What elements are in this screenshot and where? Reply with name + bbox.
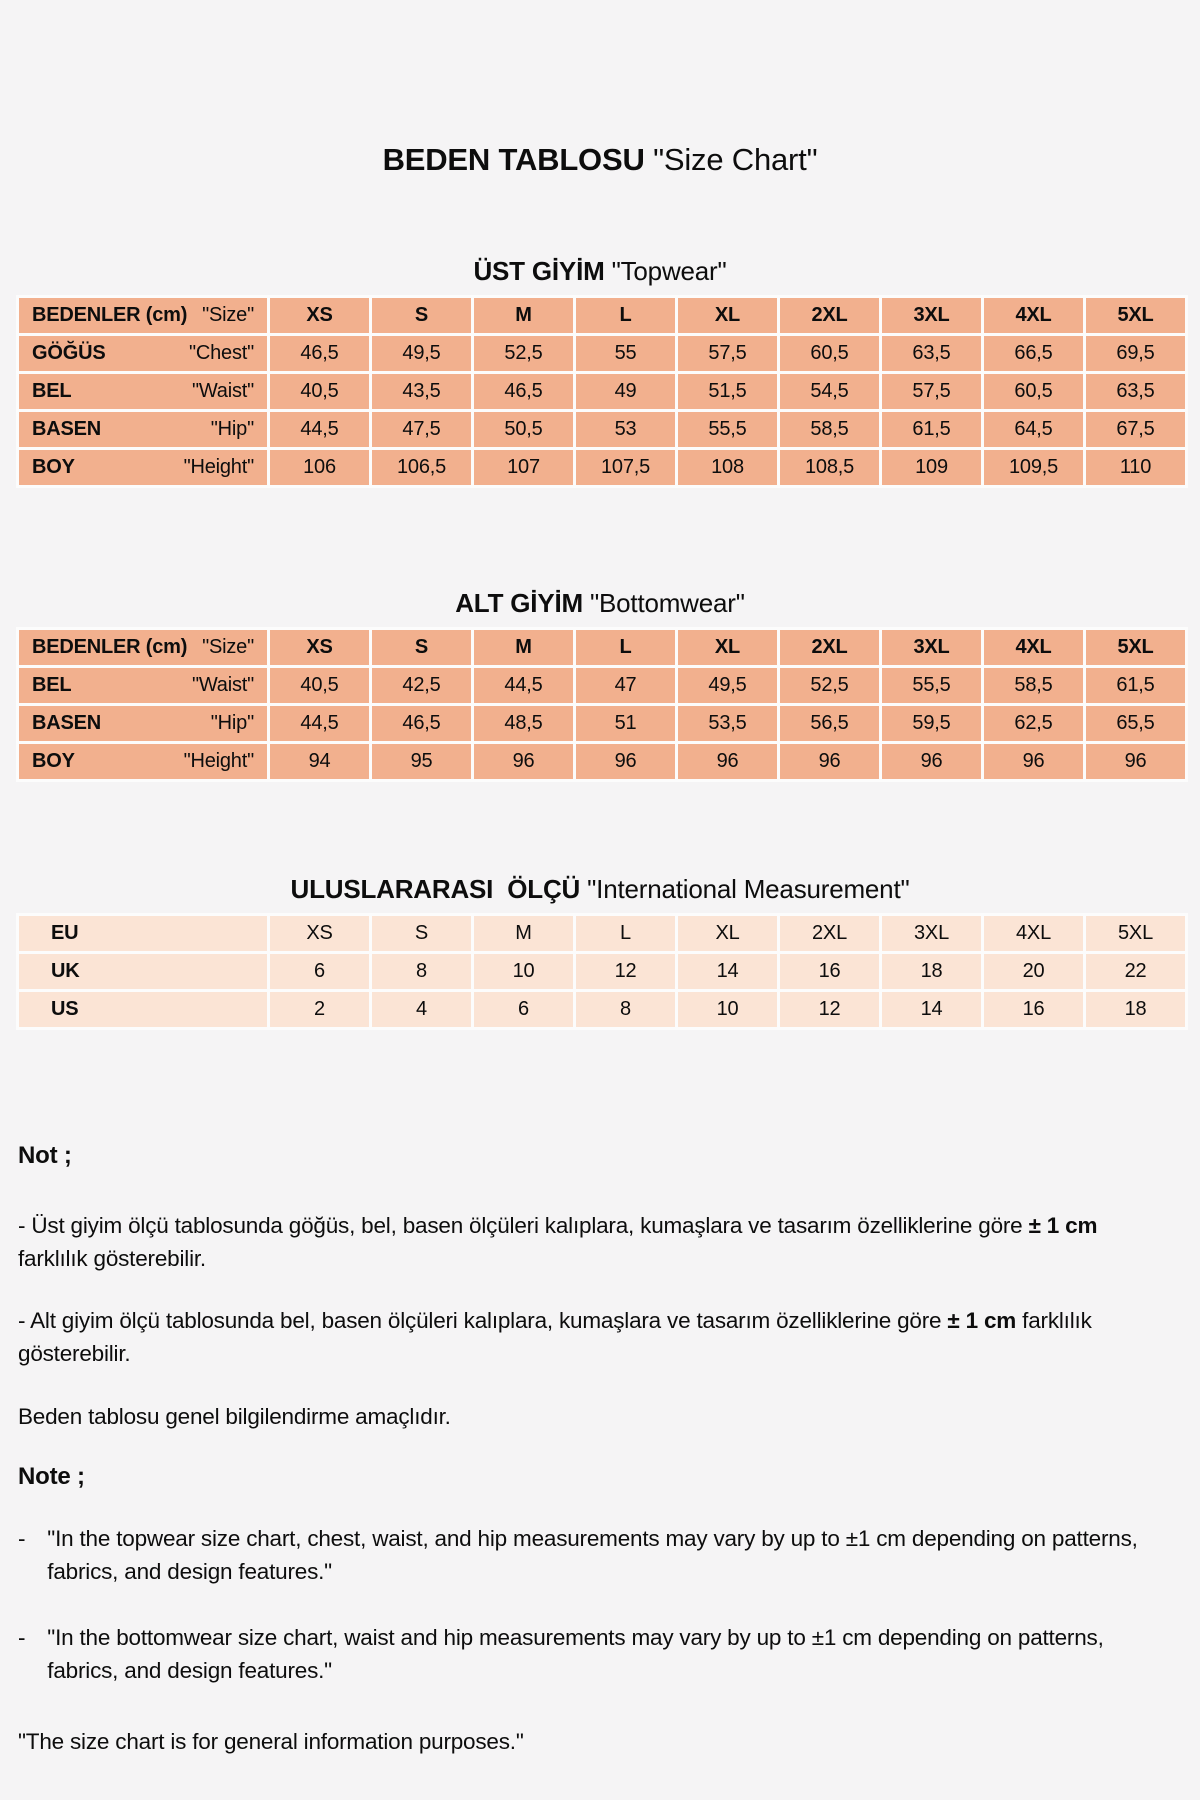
measurement-value-cell: 52,5 [473, 335, 575, 373]
international-value-cell: 10 [677, 991, 779, 1029]
measurement-value-cell: 49,5 [371, 335, 473, 373]
label-english: "Hip" [210, 418, 254, 440]
measurement-value-cell: 58,5 [779, 411, 881, 449]
international-value-cell: XS [269, 915, 371, 953]
size-header-cell: M [473, 297, 575, 335]
international-value-cell: 16 [983, 991, 1085, 1029]
label-english: "Hip" [210, 712, 254, 734]
international-value-cell: L [575, 915, 677, 953]
size-header-cell: 5XL [1085, 629, 1187, 667]
international-value-cell: 16 [779, 953, 881, 991]
measurement-row [18, 411, 1187, 449]
english-note-topwear-text: "In the topwear size chart, chest, waist, and hip measurements may vary by up to ±1 cm depending on patterns, fabrics, and design features." [47, 1526, 1138, 1584]
measurement-value-cell: 63,5 [1085, 373, 1187, 411]
label-english: "Size" [202, 636, 254, 658]
measurement-value-cell: 60,5 [779, 335, 881, 373]
size-header-cell: XS [269, 629, 371, 667]
international-value-cell: 4 [371, 991, 473, 1029]
international-value-cell: 4XL [983, 915, 1085, 953]
international-section-heading [0, 874, 1200, 905]
measurement-value-cell: 46,5 [371, 705, 473, 743]
international-value-cell: 8 [575, 991, 677, 1029]
measurement-value-cell: 44,5 [269, 705, 371, 743]
measurement-value-cell: 50,5 [473, 411, 575, 449]
measurement-value-cell: 47 [575, 667, 677, 705]
measurement-label-cell [18, 629, 269, 667]
english-note-topwear [18, 1523, 1170, 1588]
measurement-label-cell [18, 335, 269, 373]
region-label-cell: UK [18, 953, 269, 991]
international-value-cell: XL [677, 915, 779, 953]
international-value-cell: S [371, 915, 473, 953]
label-turkish: BOY [32, 456, 75, 478]
measurement-value-cell: 96 [575, 743, 677, 781]
measurement-value-cell: 52,5 [779, 667, 881, 705]
international-value-cell: 3XL [881, 915, 983, 953]
topwear-heading-turkish: ÜST GİYİM [473, 256, 605, 286]
measurement-value-cell: 63,5 [881, 335, 983, 373]
turkish-general-note: Beden tablosu genel bilgilendirme amaçlıdır. [18, 1403, 451, 1429]
topwear-table [16, 295, 1188, 488]
measurement-value-cell: 53,5 [677, 705, 779, 743]
measurement-value-cell: 107,5 [575, 449, 677, 487]
international-value-cell: 12 [779, 991, 881, 1029]
measurement-value-cell: 67,5 [1085, 411, 1187, 449]
english-note-bottomwear-text: "In the bottomwear size chart, waist and hip measurements may vary by up to ±1 cm depending on patterns, fabrics, and design features." [47, 1625, 1104, 1683]
measurement-value-cell: 49 [575, 373, 677, 411]
label-turkish: BOY [32, 750, 75, 772]
size-header-cell: XL [677, 629, 779, 667]
size-header-cell: L [575, 629, 677, 667]
english-general-note: "The size chart is for general information purposes." [18, 1728, 524, 1754]
measurement-value-cell: 107 [473, 449, 575, 487]
measurement-value-cell: 43,5 [371, 373, 473, 411]
size-header-cell: S [371, 629, 473, 667]
turkish-note-heading: Not ; [18, 1142, 72, 1169]
measurement-value-cell: 40,5 [269, 373, 371, 411]
size-header-cell: 3XL [881, 629, 983, 667]
measurement-value-cell: 40,5 [269, 667, 371, 705]
measurement-label-cell [18, 667, 269, 705]
international-value-cell: 2 [269, 991, 371, 1029]
label-turkish: BEDENLER (cm) [32, 636, 188, 658]
size-header-cell: 4XL [983, 629, 1085, 667]
size-header-row [18, 629, 1187, 667]
measurement-value-cell: 95 [371, 743, 473, 781]
measurement-value-cell: 62,5 [983, 705, 1085, 743]
measurement-value-cell: 69,5 [1085, 335, 1187, 373]
measurement-label-cell [18, 743, 269, 781]
size-header-cell: 3XL [881, 297, 983, 335]
label-turkish: BASEN [32, 418, 102, 440]
international-value-cell: 2XL [779, 915, 881, 953]
topwear-heading-english: "Topwear" [611, 256, 727, 286]
measurement-value-cell: 96 [473, 743, 575, 781]
label-turkish: BEL [32, 380, 72, 402]
size-header-cell: XL [677, 297, 779, 335]
label-english: "Waist" [191, 380, 254, 402]
international-value-cell: 20 [983, 953, 1085, 991]
topwear-section-heading [0, 256, 1200, 287]
international-value-cell: 18 [881, 953, 983, 991]
measurement-value-cell: 106 [269, 449, 371, 487]
measurement-value-cell: 47,5 [371, 411, 473, 449]
international-size-row [18, 953, 1187, 991]
page-title-turkish: BEDEN TABLOSU [382, 142, 645, 177]
english-note-heading: Note ; [18, 1463, 85, 1491]
label-english: "Size" [202, 304, 254, 326]
international-value-cell: 6 [269, 953, 371, 991]
measurement-label-cell [18, 373, 269, 411]
measurement-value-cell: 55,5 [881, 667, 983, 705]
size-header-cell: 2XL [779, 629, 881, 667]
measurement-row [18, 705, 1187, 743]
measurement-value-cell: 44,5 [473, 667, 575, 705]
measurement-value-cell: 106,5 [371, 449, 473, 487]
international-heading-english: "International Measurement" [587, 874, 910, 904]
measurement-value-cell: 96 [779, 743, 881, 781]
measurement-value-cell: 94 [269, 743, 371, 781]
measurement-value-cell: 42,5 [371, 667, 473, 705]
label-english: "Height" [183, 456, 254, 478]
international-value-cell: 18 [1085, 991, 1187, 1029]
measurement-value-cell: 44,5 [269, 411, 371, 449]
international-value-cell: 12 [575, 953, 677, 991]
measurement-value-cell: 61,5 [1085, 667, 1187, 705]
measurement-value-cell: 66,5 [983, 335, 1085, 373]
measurement-value-cell: 51 [575, 705, 677, 743]
page-title-english: "Size Chart" [653, 142, 818, 177]
size-header-cell: L [575, 297, 677, 335]
measurement-value-cell: 51,5 [677, 373, 779, 411]
label-english: "Height" [183, 750, 254, 772]
bottomwear-section-heading [0, 588, 1200, 619]
measurement-value-cell: 108,5 [779, 449, 881, 487]
measurement-value-cell: 109,5 [983, 449, 1085, 487]
size-header-cell: 5XL [1085, 297, 1187, 335]
international-heading-turkish: ULUSLARARASI ÖLÇÜ [290, 874, 581, 904]
measurement-value-cell: 96 [1085, 743, 1187, 781]
measurement-value-cell: 110 [1085, 449, 1187, 487]
measurement-value-cell: 48,5 [473, 705, 575, 743]
international-value-cell: 8 [371, 953, 473, 991]
notes-section [0, 1142, 1200, 1758]
measurement-value-cell: 57,5 [881, 373, 983, 411]
measurement-row [18, 373, 1187, 411]
international-table [16, 913, 1188, 1030]
measurement-label-cell [18, 297, 269, 335]
measurement-value-cell: 96 [677, 743, 779, 781]
measurement-label-cell [18, 705, 269, 743]
measurement-value-cell: 56,5 [779, 705, 881, 743]
region-label-cell: US [18, 991, 269, 1029]
measurement-value-cell: 49,5 [677, 667, 779, 705]
international-value-cell: M [473, 915, 575, 953]
label-turkish: BASEN [32, 712, 102, 734]
measurement-value-cell: 108 [677, 449, 779, 487]
size-header-cell: M [473, 629, 575, 667]
label-english: "Waist" [191, 674, 254, 696]
bottomwear-table [16, 627, 1188, 782]
measurement-value-cell: 55 [575, 335, 677, 373]
measurement-value-cell: 57,5 [677, 335, 779, 373]
measurement-value-cell: 64,5 [983, 411, 1085, 449]
measurement-label-cell [18, 449, 269, 487]
turkish-note-bottomwear: - Alt giyim ölçü tablosunda bel, basen ölçüleri kalıplara, kumaşlara ve tasarım özelliklerine göre ± 1 cm farklılık gösterebilir. [18, 1308, 1092, 1366]
measurement-row [18, 667, 1187, 705]
size-header-cell: S [371, 297, 473, 335]
size-header-row [18, 297, 1187, 335]
measurement-value-cell: 55,5 [677, 411, 779, 449]
bottomwear-heading-english: "Bottomwear" [589, 588, 745, 618]
measurement-value-cell: 96 [983, 743, 1085, 781]
label-turkish: BEDENLER (cm) [32, 304, 188, 326]
size-header-cell: XS [269, 297, 371, 335]
label-turkish: GÖĞÜS [32, 342, 106, 364]
size-header-cell: 4XL [983, 297, 1085, 335]
size-header-cell: 2XL [779, 297, 881, 335]
turkish-note-topwear: - Üst giyim ölçü tablosunda göğüs, bel, basen ölçüleri kalıplara, kumaşlara ve tasarım özelliklerine göre ± 1 cm farklılık gösterebilir. [18, 1213, 1098, 1271]
measurement-value-cell: 46,5 [473, 373, 575, 411]
measurement-value-cell: 58,5 [983, 667, 1085, 705]
measurement-row [18, 449, 1187, 487]
international-value-cell: 14 [677, 953, 779, 991]
measurement-row [18, 743, 1187, 781]
international-value-cell: 22 [1085, 953, 1187, 991]
page-title [0, 0, 1200, 178]
measurement-value-cell: 109 [881, 449, 983, 487]
label-turkish: BEL [32, 674, 72, 696]
international-value-cell: 14 [881, 991, 983, 1029]
measurement-value-cell: 96 [881, 743, 983, 781]
international-value-cell: 10 [473, 953, 575, 991]
measurement-value-cell: 54,5 [779, 373, 881, 411]
measurement-row [18, 335, 1187, 373]
measurement-value-cell: 46,5 [269, 335, 371, 373]
measurement-value-cell: 61,5 [881, 411, 983, 449]
international-size-row [18, 991, 1187, 1029]
bullet-dash: - [18, 1625, 26, 1651]
region-label-cell: EU [18, 915, 269, 953]
english-note-bottomwear [18, 1622, 1170, 1687]
measurement-value-cell: 53 [575, 411, 677, 449]
measurement-value-cell: 60,5 [983, 373, 1085, 411]
international-size-row [18, 915, 1187, 953]
label-english: "Chest" [188, 342, 254, 364]
international-value-cell: 5XL [1085, 915, 1187, 953]
international-value-cell: 6 [473, 991, 575, 1029]
measurement-value-cell: 59,5 [881, 705, 983, 743]
measurement-value-cell: 65,5 [1085, 705, 1187, 743]
bottomwear-heading-turkish: ALT GİYİM [455, 588, 583, 618]
measurement-label-cell [18, 411, 269, 449]
bullet-dash: - [18, 1526, 26, 1552]
